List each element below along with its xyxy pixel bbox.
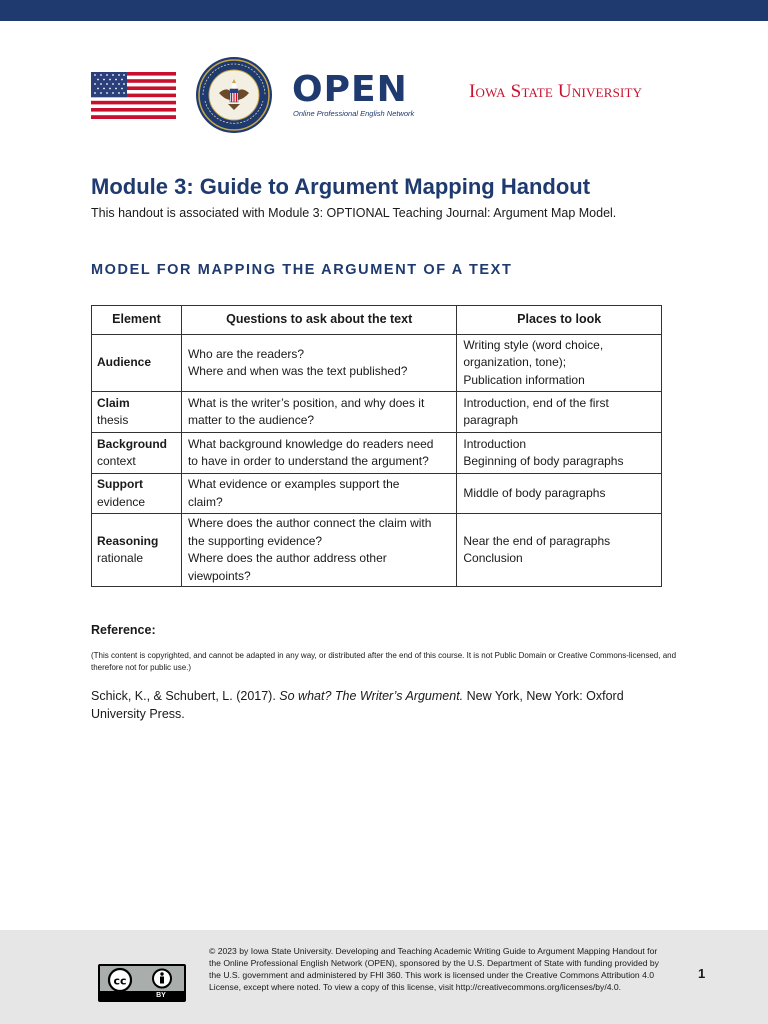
department-of-state-seal-icon [195, 53, 273, 137]
table-cell-questions [181, 474, 456, 514]
table-cell-element [92, 474, 182, 514]
question-line: Where does the author connect the claim with [187, 516, 432, 530]
table-cell-places [457, 514, 662, 587]
place-line: Writing style (word choice, [463, 337, 604, 352]
table-row [92, 433, 662, 474]
table-cell-element [92, 514, 182, 587]
question-line: What evidence or examples support the [187, 477, 400, 491]
page-footer [0, 930, 768, 1024]
table-header-row [92, 306, 662, 335]
place-line: Publication information [463, 372, 585, 387]
table-cell-places [457, 474, 662, 514]
iowa-state-university-logo: Iowa State University [469, 81, 643, 102]
open-logo-wordmark: OPEN [292, 69, 408, 110]
element-subtitle: thesis [97, 413, 129, 427]
page-subtitle: This handout is associated with Module 3: OPTIONAL Teaching Journal: Argument Map Model. [91, 206, 617, 220]
argument-map-table [91, 305, 662, 587]
citation-authors: Schick, K., & Schubert, L. (2017). [91, 689, 280, 703]
cc-by-icon [100, 966, 184, 991]
question-line: Where does the author address other [187, 551, 387, 565]
table-row [92, 514, 662, 587]
place-line: Middle of body paragraphs [463, 485, 606, 500]
question-line: What background knowledge do readers need [187, 436, 434, 451]
table-cell-element [92, 335, 182, 392]
section-heading: MODEL FOR MAPPING THE ARGUMENT OF A TEXT [91, 262, 513, 278]
table-header-places: Places to look [457, 306, 662, 335]
page-number: 1 [698, 966, 706, 981]
creative-commons-by-badge [98, 964, 186, 1002]
question-line: What is the writer’s position, and why does it [187, 395, 425, 410]
table-row [92, 335, 662, 392]
table-cell-places [457, 335, 662, 392]
table-cell-questions [181, 514, 456, 587]
place-line: paragraph [463, 413, 519, 427]
element-name: Reasoning [97, 533, 159, 548]
table-cell-questions [181, 433, 456, 474]
logo-row [0, 52, 768, 142]
question-line: viewpoints? [187, 568, 251, 583]
place-line: Beginning of body paragraphs [463, 454, 624, 468]
table-cell-places [457, 392, 662, 433]
top-banner-bar [0, 0, 768, 21]
question-line: Where and when was the text published? [187, 364, 408, 378]
table-cell-element [92, 433, 182, 474]
question-line: matter to the audience? [187, 413, 315, 427]
element-subtitle: evidence [97, 494, 146, 509]
open-logo [292, 70, 427, 122]
element-name: Claim [97, 395, 130, 410]
table-row [92, 474, 662, 514]
us-flag-icon [91, 72, 176, 119]
citation-publisher: New York, New York: Oxford University Press. [91, 689, 624, 721]
question-line: the supporting evidence? [187, 533, 323, 548]
reference-heading: Reference: [91, 623, 156, 637]
table-row [92, 392, 662, 433]
element-name: Audience [97, 355, 152, 370]
cc-badge-icon-band [100, 966, 184, 991]
cc-by-label: BY [156, 992, 166, 999]
table-cell-element [92, 392, 182, 433]
element-name: Background [97, 436, 168, 451]
reference-citation [91, 687, 651, 723]
table-header-questions: Questions to ask about the text [181, 306, 456, 335]
question-line: Who are the readers? [187, 346, 305, 361]
place-line: Introduction, end of the first [463, 395, 609, 410]
table-cell-places [457, 433, 662, 474]
open-logo-tagline: Online Professional English Network [293, 109, 415, 118]
element-subtitle: context [97, 454, 136, 468]
table-header-element: Element [92, 306, 182, 335]
place-line: organization, tone); [463, 355, 567, 370]
table-cell-questions [181, 392, 456, 433]
question-line: to have in order to understand the argument? [187, 454, 429, 468]
copyright-note: (This content is copyrighted, and cannot be adapted in any way, or distributed after the end of this course. It is not Public Domain or Creative Commons-licensed, and therefore not for public use.) [91, 651, 677, 672]
place-line: Near the end of paragraphs [463, 533, 611, 548]
place-line: Conclusion [463, 551, 523, 565]
question-line: claim? [187, 494, 223, 509]
table-cell-questions [181, 335, 456, 392]
license-text: © 2023 by Iowa State University. Developing and Teaching Academic Writing Guide to Argument Mapping Handout for the Online Professional English Network (OPEN), sponsored by the U.S. Department of State with funding provided by the U.S. government and administered by FHI 360. This work is licensed under the Creative Commons Attribution 4.0 License, except where noted. To view a copy of this license, visit http://creativecommons.org/licenses/by/4.0. [209, 946, 659, 992]
svg-text:cc: cc [113, 974, 127, 988]
element-name: Support [97, 477, 143, 491]
citation-title: So what? The Writer’s Argument. [279, 689, 464, 703]
page-title: Module 3: Guide to Argument Mapping Handout [91, 174, 591, 199]
place-line: Introduction [463, 436, 527, 451]
element-subtitle: rationale [97, 551, 144, 565]
